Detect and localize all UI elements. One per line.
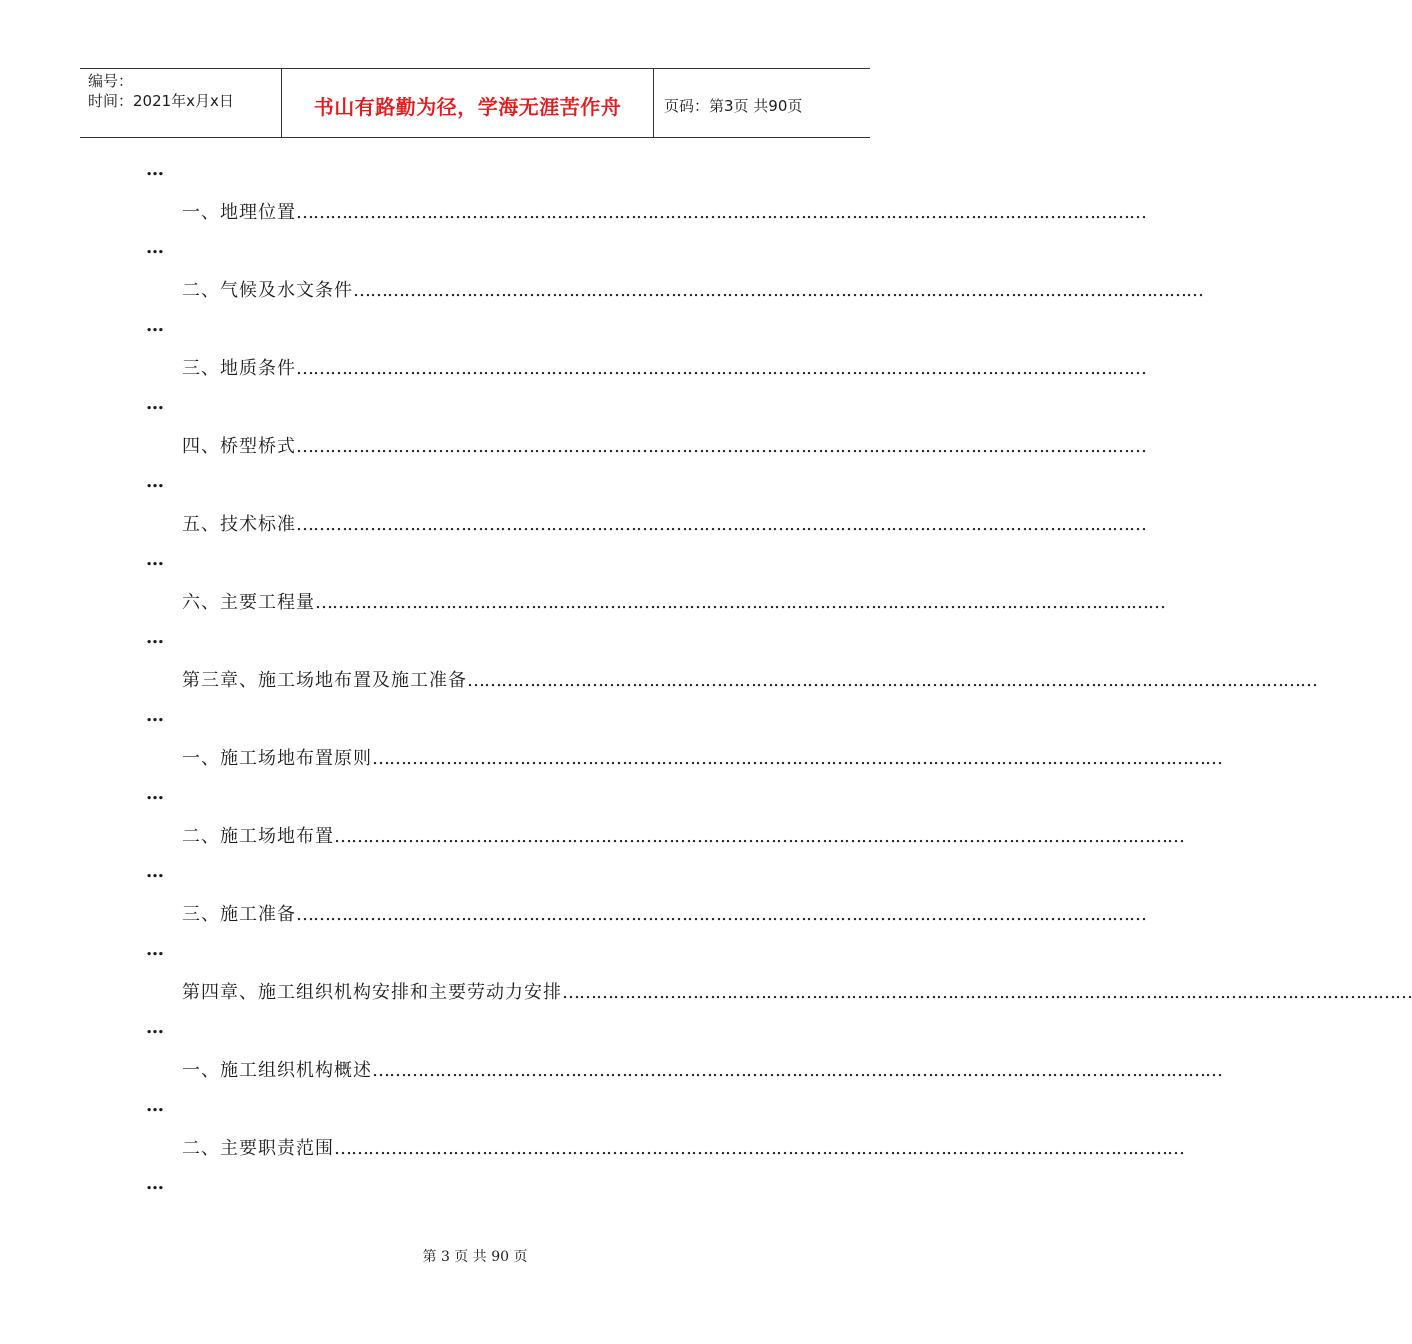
toc-leader: …………………………………………………………………………………………………………………………………… xyxy=(296,514,1146,535)
document-number-label: 编号： xyxy=(88,72,134,90)
toc-continuation: … xyxy=(146,939,163,960)
toc-entry[interactable] xyxy=(182,201,1146,225)
toc-leader: …………………………………………………………………………………………………………………………………… xyxy=(296,358,1146,379)
toc-leader: …………………………………………………………………………………………………………………………………… xyxy=(562,982,1412,1003)
toc-entry-label: 第三章、施工场地布置及施工准备 xyxy=(182,670,467,691)
footer-page-number: 第 3 页 共 90 页 xyxy=(422,1249,528,1265)
toc-leader: …………………………………………………………………………………………………………………………………… xyxy=(296,904,1146,925)
toc-entry-label: 三、施工准备 xyxy=(182,904,296,925)
toc-entry-label: 二、主要职责范围 xyxy=(182,1138,334,1159)
toc-leader: …………………………………………………………………………………………………………………………………… xyxy=(467,670,1317,691)
toc-entry[interactable] xyxy=(182,591,1165,615)
toc-entry[interactable] xyxy=(182,357,1146,381)
toc-entry[interactable] xyxy=(182,669,1317,693)
toc-entry-label: 一、施工组织机构概述 xyxy=(182,1060,372,1081)
toc-continuation: … xyxy=(146,549,163,570)
document-time-label: 时间：2021年x月x日 xyxy=(88,92,234,110)
header-motto: 书山有路勤为径，学海无涯苦作舟 xyxy=(313,94,622,119)
toc-continuation: … xyxy=(146,1017,163,1038)
header-page-info-cell xyxy=(654,69,870,137)
toc-continuation: … xyxy=(146,705,163,726)
toc-entry-label: 四、桥型桥式 xyxy=(182,436,296,457)
toc-continuation: … xyxy=(146,471,163,492)
toc-entry-label: 一、施工场地布置原则 xyxy=(182,748,372,769)
toc-entry-label: 第四章、施工组织机构安排和主要劳动力安排 xyxy=(182,982,562,1003)
header-motto-cell xyxy=(282,69,654,137)
toc-entry-label: 一、地理位置 xyxy=(182,202,296,223)
toc-entry-label: 五、技术标准 xyxy=(182,514,296,535)
toc-leader: …………………………………………………………………………………………………………………………………… xyxy=(372,748,1222,769)
toc-continuation: … xyxy=(146,627,163,648)
toc-entry[interactable] xyxy=(182,981,1412,1005)
toc-leader: …………………………………………………………………………………………………………………………………… xyxy=(315,592,1165,613)
page-footer xyxy=(0,1246,950,1266)
toc-continuation: … xyxy=(146,159,163,180)
toc-leader: …………………………………………………………………………………………………………………………………… xyxy=(334,826,1184,847)
toc-entry[interactable] xyxy=(182,903,1146,927)
toc-continuation: … xyxy=(146,1173,163,1194)
toc-entry-label: 二、气候及水文条件 xyxy=(182,280,353,301)
toc-leader: …………………………………………………………………………………………………………………………………… xyxy=(372,1060,1222,1081)
toc-entry-label: 二、施工场地布置 xyxy=(182,826,334,847)
toc-continuation: … xyxy=(146,315,163,336)
toc-entry[interactable] xyxy=(182,747,1222,771)
page-header xyxy=(80,68,870,138)
toc-continuation: … xyxy=(146,861,163,882)
toc-entry[interactable] xyxy=(182,1059,1222,1083)
toc-leader: …………………………………………………………………………………………………………………………………… xyxy=(296,202,1146,223)
toc-leader: …………………………………………………………………………………………………………………………………… xyxy=(296,436,1146,457)
toc-leader: …………………………………………………………………………………………………………………………………… xyxy=(334,1138,1184,1159)
toc-entry-label: 三、地质条件 xyxy=(182,358,296,379)
toc-continuation: … xyxy=(146,783,163,804)
toc-leader: …………………………………………………………………………………………………………………………………… xyxy=(353,280,1203,301)
toc-entry-label: 六、主要工程量 xyxy=(182,592,315,613)
toc-continuation: … xyxy=(146,1095,163,1116)
toc-entry[interactable] xyxy=(182,513,1146,537)
toc-entry[interactable] xyxy=(182,825,1184,849)
toc-entry[interactable] xyxy=(182,1137,1184,1161)
toc-entry[interactable] xyxy=(182,279,1203,303)
header-meta xyxy=(80,69,282,137)
toc-continuation: … xyxy=(146,393,163,414)
toc-continuation: … xyxy=(146,237,163,258)
toc-entry[interactable] xyxy=(182,435,1146,459)
header-page-info: 页码：第3页 共90页 xyxy=(664,96,803,115)
